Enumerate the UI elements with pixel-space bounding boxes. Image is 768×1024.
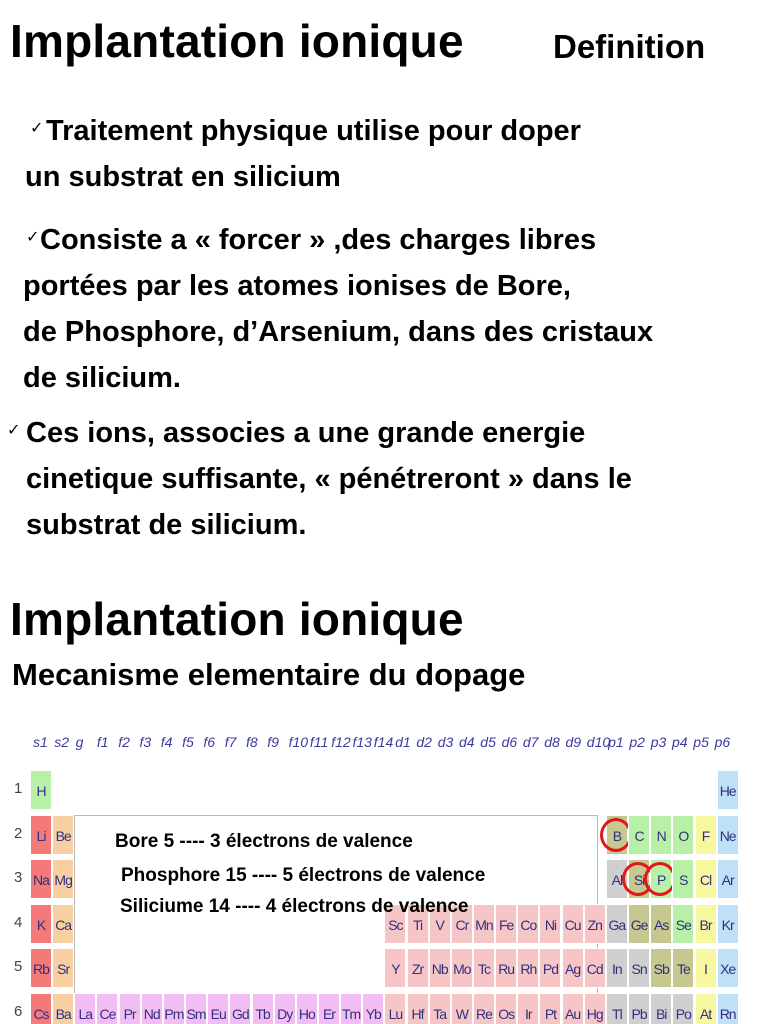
block-label: f14 bbox=[373, 734, 394, 750]
element-rb: Rb bbox=[30, 948, 52, 988]
period-number: 3 bbox=[14, 869, 23, 886]
element-si: Si bbox=[628, 859, 650, 899]
check-icon: ✓ bbox=[7, 422, 21, 439]
element-hf: Hf bbox=[407, 993, 429, 1024]
element-sr: Sr bbox=[52, 948, 74, 988]
element-kr: Kr bbox=[717, 904, 739, 944]
element-po: Po bbox=[672, 993, 694, 1024]
element-sc: Sc bbox=[384, 904, 406, 944]
check-icon: ✓ bbox=[30, 120, 44, 137]
element-fe: Fe bbox=[495, 904, 517, 944]
element-ce: Ce bbox=[96, 993, 118, 1024]
element-ge: Ge bbox=[628, 904, 650, 944]
block-label: d9 bbox=[565, 734, 582, 750]
bullet-1-line-2: un substrat en silicium bbox=[25, 161, 341, 193]
note-silicium: Siliciume 14 ---- 4 électrons de valence bbox=[120, 896, 469, 917]
element-mg: Mg bbox=[52, 859, 74, 899]
element-eu: Eu bbox=[207, 993, 229, 1024]
element-p: P bbox=[650, 859, 672, 899]
element-tb: Tb bbox=[252, 993, 274, 1024]
block-label: d8 bbox=[544, 734, 560, 750]
bullet-3-line-2: cinetique suffisante, « pénétreront » dans le bbox=[26, 463, 632, 495]
element-rh: Rh bbox=[517, 948, 539, 988]
element-i: I bbox=[695, 948, 717, 988]
element-he: He bbox=[717, 770, 739, 810]
element-al: Al bbox=[606, 859, 628, 899]
bullet-3-line-1: Ces ions, associes a une grande energie bbox=[26, 417, 586, 449]
element-bi: Bi bbox=[650, 993, 672, 1024]
block-label: d10 bbox=[586, 734, 611, 750]
element-mn: Mn bbox=[473, 904, 495, 944]
block-label: d2 bbox=[416, 734, 432, 750]
element-mo: Mo bbox=[451, 948, 473, 988]
element-ar: Ar bbox=[717, 859, 739, 899]
period-number: 2 bbox=[14, 824, 23, 842]
element-pd: Pd bbox=[539, 948, 561, 988]
element-v: V bbox=[429, 904, 451, 944]
block-label: p2 bbox=[629, 734, 645, 750]
block-label: d7 bbox=[522, 734, 539, 750]
element-ta: Ta bbox=[429, 993, 451, 1024]
element-n: N bbox=[650, 815, 672, 855]
element-sn: Sn bbox=[628, 948, 650, 988]
element-sb: Sb bbox=[650, 948, 672, 988]
element-la: La bbox=[74, 993, 96, 1024]
element-xe: Xe bbox=[717, 948, 739, 988]
bullet-1-line-1: Traitement physique utilise pour doper bbox=[46, 115, 581, 147]
block-label: f4 bbox=[160, 734, 173, 750]
slide-title-2: Implantation ionique bbox=[10, 593, 464, 645]
element-ru: Ru bbox=[495, 948, 517, 988]
element-h: H bbox=[30, 770, 52, 810]
bullet-2-line-3: de Phosphore, d’Arsenium, dans des cristaux bbox=[23, 316, 654, 348]
element-in: In bbox=[606, 948, 628, 988]
block-label: f12 bbox=[331, 734, 351, 750]
block-label: p4 bbox=[672, 734, 688, 750]
element-br: Br bbox=[695, 904, 717, 944]
block-label: d3 bbox=[437, 734, 454, 750]
block-label: g bbox=[75, 734, 84, 750]
bullet-3-line-3: substrat de silicium. bbox=[26, 509, 307, 541]
element-tc: Tc bbox=[473, 948, 495, 988]
element-at: At bbox=[695, 993, 717, 1024]
block-label: f5 bbox=[182, 734, 194, 750]
element-ho: Ho bbox=[296, 993, 318, 1024]
element-zn: Zn bbox=[584, 904, 606, 944]
element-cu: Cu bbox=[562, 904, 584, 944]
element-ni: Ni bbox=[539, 904, 561, 944]
element-tl: Tl bbox=[606, 993, 628, 1024]
element-cr: Cr bbox=[451, 904, 473, 944]
element-cs: Cs bbox=[30, 993, 52, 1024]
block-label: f9 bbox=[267, 734, 279, 750]
element-li: Li bbox=[30, 815, 52, 855]
element-as: As bbox=[650, 904, 672, 944]
element-nd: Nd bbox=[141, 993, 163, 1024]
element-er: Er bbox=[318, 993, 340, 1024]
element-cd: Cd bbox=[584, 948, 606, 988]
period-number: 5 bbox=[14, 958, 23, 975]
element-gd: Gd bbox=[229, 993, 251, 1024]
element-f: F bbox=[695, 815, 717, 855]
element-nb: Nb bbox=[429, 948, 451, 988]
element-ti: Ti bbox=[407, 904, 429, 944]
element-zr: Zr bbox=[407, 948, 429, 988]
block-label: f10 bbox=[288, 734, 309, 750]
element-k: K bbox=[30, 904, 52, 944]
note-bore: Bore 5 ---- 3 électrons de valence bbox=[115, 831, 413, 852]
element-be: Be bbox=[52, 815, 74, 855]
element-au: Au bbox=[562, 993, 584, 1024]
block-label: f13 bbox=[352, 734, 372, 750]
element-re: Re bbox=[473, 993, 495, 1024]
element-ga: Ga bbox=[606, 904, 628, 944]
block-label: d4 bbox=[459, 734, 475, 750]
element-na: Na bbox=[30, 859, 52, 899]
element-cl: Cl bbox=[695, 859, 717, 899]
element-os: Os bbox=[495, 993, 517, 1024]
element-y: Y bbox=[384, 948, 406, 988]
element-ag: Ag bbox=[562, 948, 584, 988]
element-c: C bbox=[628, 815, 650, 855]
element-b: B bbox=[606, 815, 628, 855]
element-se: Se bbox=[672, 904, 694, 944]
element-hg: Hg bbox=[584, 993, 606, 1024]
element-ir: Ir bbox=[517, 993, 539, 1024]
element-pb: Pb bbox=[628, 993, 650, 1024]
element-pt: Pt bbox=[539, 993, 561, 1024]
block-label: d1 bbox=[395, 734, 411, 750]
block-label: f6 bbox=[203, 734, 216, 750]
period-number: 6 bbox=[14, 1002, 23, 1020]
element-tm: Tm bbox=[340, 993, 362, 1024]
block-label: p3 bbox=[650, 734, 667, 750]
block-label: f2 bbox=[118, 734, 130, 750]
bullet-2-line-4: de silicium. bbox=[23, 362, 181, 394]
check-icon: ✓ bbox=[26, 229, 40, 246]
element-ne: Ne bbox=[717, 815, 739, 855]
element-co: Co bbox=[517, 904, 539, 944]
element-ca: Ca bbox=[52, 904, 74, 944]
slide-title: Implantation ionique bbox=[10, 15, 464, 67]
slide-subtitle: Mecanisme elementaire du dopage bbox=[12, 657, 526, 692]
block-label: f7 bbox=[224, 734, 237, 750]
block-label: f1 bbox=[96, 734, 109, 750]
element-pm: Pm bbox=[163, 993, 185, 1024]
element-sm: Sm bbox=[185, 993, 207, 1024]
block-label: s1 bbox=[33, 734, 48, 750]
block-label: f11 bbox=[309, 734, 329, 750]
block-label: d5 bbox=[480, 734, 496, 750]
element-yb: Yb bbox=[362, 993, 384, 1024]
element-rn: Rn bbox=[717, 993, 739, 1024]
block-label: s2 bbox=[54, 734, 70, 750]
note-phosphore: Phosphore 15 ---- 5 électrons de valence bbox=[121, 865, 486, 886]
element-dy: Dy bbox=[274, 993, 296, 1024]
element-lu: Lu bbox=[384, 993, 406, 1024]
block-label: p1 bbox=[608, 734, 624, 750]
element-o: O bbox=[672, 815, 694, 855]
element-te: Te bbox=[672, 948, 694, 988]
block-label: p5 bbox=[693, 734, 709, 750]
bullet-2-line-1: Consiste a « forcer » ,des charges libres bbox=[40, 224, 597, 256]
element-ba: Ba bbox=[52, 993, 74, 1024]
element-pr: Pr bbox=[119, 993, 141, 1024]
block-label: f3 bbox=[139, 734, 152, 750]
block-label: f8 bbox=[246, 734, 258, 750]
block-label: p6 bbox=[714, 734, 731, 750]
definition-label: Definition bbox=[553, 28, 706, 65]
period-number: 4 bbox=[14, 913, 23, 931]
bullet-2-line-2: portées par les atomes ionises de Bore, bbox=[23, 270, 571, 302]
period-number: 1 bbox=[14, 780, 23, 797]
element-w: W bbox=[451, 993, 473, 1024]
block-label: d6 bbox=[501, 734, 518, 750]
element-s: S bbox=[672, 859, 694, 899]
